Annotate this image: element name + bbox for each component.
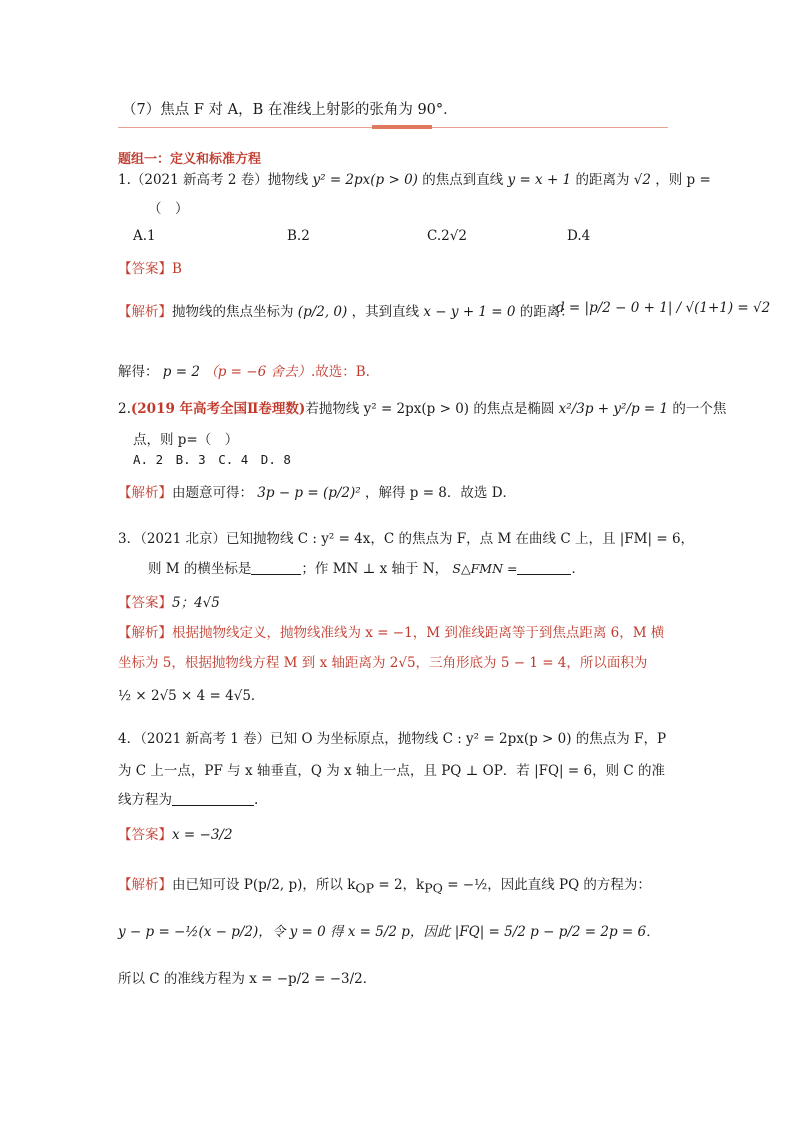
q1-analysis-line: x − y + 1 = 0 bbox=[423, 304, 516, 320]
q4-sub-pq: PQ bbox=[424, 880, 443, 896]
q2-ellipse: x²/3p + y²/p = 1 bbox=[558, 401, 669, 417]
q4-analysis-text1a: 由已知可设 P(p/2, p)，所以 k bbox=[172, 877, 356, 893]
section-title: 题组一：定义和标准方程 bbox=[118, 152, 262, 167]
q1-solve-label: 解得： bbox=[118, 364, 159, 380]
q4-analysis-line3: 所以 C 的准线方程为 x = −p/2 = −3/2． bbox=[118, 971, 377, 987]
q3-stem-line2b: ；作 MN ⊥ x 轴于 N， bbox=[301, 561, 449, 577]
q3-blank-2[interactable] bbox=[517, 562, 571, 575]
q4-analysis-line1 bbox=[118, 873, 651, 896]
q3-analysis-label: 【解析】 bbox=[118, 625, 172, 641]
q3-stem-line2c: ． bbox=[571, 561, 585, 577]
q4-stem-line3 bbox=[118, 788, 258, 808]
q2-stem-text: 若抛物线 y² = 2px(p > 0) 的焦点是椭圆 bbox=[305, 401, 555, 417]
q2-options: A. 2 B. 3 C. 4 D. 8 bbox=[133, 452, 291, 467]
q1-option-a: A.1 bbox=[133, 228, 156, 244]
q3-analysis-line2: 坐标为 5，根据抛物线方程 M 到 x 轴距离为 2√5，三角形底为 5 − 1 = 4，所以面积为 bbox=[118, 655, 648, 671]
q1-option-b: B.2 bbox=[287, 228, 310, 244]
q3-stem-line2a: 则 M 的横坐标是 bbox=[148, 561, 252, 577]
header-rule-accent bbox=[372, 125, 432, 129]
property-text: （7）焦点 F 对 A，B 在准线上射影的张角为 90°． bbox=[122, 102, 458, 118]
q4-analysis-line2: y − p = −½(x − p/2)，令 y = 0 得 x = 5/2 p，因此 |FQ| = 5/2 p − p/2 = 2p = 6． bbox=[118, 924, 660, 940]
q4-stem-line1: 4．（2021 新高考 1 卷）已知 O 为坐标原点，抛物线 C : y² = 2px(p > 0) 的焦点为 F，P bbox=[118, 731, 667, 747]
q4-blank[interactable] bbox=[172, 793, 254, 806]
q1-stem-mid: 的焦点到直线 bbox=[422, 172, 504, 188]
q1-analysis bbox=[118, 300, 574, 320]
q2-equation: 3p − p = (p/2)² bbox=[257, 485, 361, 501]
q1-answer-value: B bbox=[172, 261, 182, 277]
q4-stem-line3a: 线方程为 bbox=[118, 792, 172, 808]
q2-stem-line2: 点，则 p=（ ） bbox=[133, 432, 239, 448]
q4-analysis-label: 【解析】 bbox=[118, 877, 172, 893]
q1-answer-label: 【答案】 bbox=[118, 261, 172, 277]
q2-source: (2019 年高考全国Ⅱ卷理数) bbox=[130, 401, 306, 417]
q1-analysis-text: 抛物线的焦点坐标为 bbox=[172, 304, 294, 320]
q2-analysis bbox=[118, 481, 516, 501]
q4-stem-line3b: . bbox=[254, 792, 259, 808]
q1-analysis-text2: ，其到直线 bbox=[351, 304, 420, 320]
q1-paren: （ ） bbox=[148, 201, 189, 217]
q1-stem bbox=[118, 168, 711, 188]
q1-solve-note: （p = −6 舍去） bbox=[204, 364, 311, 380]
q1-stem-prefix: 1.（2021 新高考 2 卷）抛物线 bbox=[118, 172, 309, 188]
q2-stem-prefix: 2. bbox=[118, 401, 131, 417]
q4-analysis-text1b: = 2，k bbox=[374, 877, 425, 893]
q1-solve bbox=[118, 360, 370, 380]
q1-line: y = x + 1 bbox=[507, 172, 572, 188]
q1-analysis-label: 【解析】 bbox=[118, 304, 172, 320]
q3-area-symbol: S△FMN = bbox=[452, 561, 518, 576]
q1-solve-end: .故选：B. bbox=[310, 364, 370, 380]
q1-analysis-text3: 的距离： bbox=[519, 304, 574, 320]
q3-answer-label: 【答案】 bbox=[118, 595, 172, 611]
q3-analysis-line3: ½ × 2√5 × 4 = 4√5． bbox=[118, 688, 265, 704]
q1-stem-suffix: ，则 p = bbox=[655, 172, 711, 188]
q2-analysis-text: 由题意可得： bbox=[172, 485, 253, 501]
q1-answer bbox=[118, 257, 182, 277]
q1-distance-formula: d = |p/2 − 0 + 1| / √(1+1) = √2 bbox=[556, 300, 771, 316]
q3-answer-value: 5；4√5 bbox=[172, 595, 220, 611]
q2-analysis-end: ，解得 p = 8．故选 D． bbox=[364, 485, 517, 501]
q3-answer bbox=[118, 591, 220, 611]
q1-equation: y² = 2px(p > 0) bbox=[312, 172, 418, 188]
q2-stem bbox=[118, 397, 726, 417]
q3-blank-1[interactable] bbox=[251, 562, 301, 575]
q1-focus: (p/2, 0) bbox=[297, 304, 348, 320]
q1-option-d: D.4 bbox=[567, 228, 591, 244]
q4-answer-label: 【答案】 bbox=[118, 827, 172, 843]
q1-solve-text: p = 2 bbox=[162, 364, 200, 380]
q4-analysis-text1c: = −½，因此直线 PQ 的方程为： bbox=[442, 877, 651, 893]
q2-analysis-label: 【解析】 bbox=[118, 485, 172, 501]
q3-stem-line2 bbox=[148, 557, 585, 577]
q1-dist: √2 bbox=[633, 172, 651, 188]
q4-answer-value: x = −3/2 bbox=[172, 827, 233, 843]
q3-stem: 3．（2021 北京）已知抛物线 C : y² = 4x，C 的焦点为 F，点 M 在曲线 C 上，且 |FM| = 6， bbox=[118, 531, 695, 547]
q2-stem-end: 的一个焦 bbox=[672, 401, 727, 417]
q4-sub-op: OP bbox=[355, 880, 375, 896]
q4-answer bbox=[118, 823, 233, 843]
q3-analysis-text1: 根据抛物线定义，抛物线准线为 x = −1，M 到准线距离等于到焦点距离 6，M 横 bbox=[172, 625, 665, 641]
q1-option-c: C.2√2 bbox=[427, 228, 467, 244]
q4-stem-line2: 为 C 上一点，PF 与 x 轴垂直，Q 为 x 轴上一点，且 PQ ⊥ OP．若 |FQ| = 6，则 C 的准 bbox=[118, 763, 665, 779]
property-line bbox=[122, 98, 458, 119]
q1-stem-mid2: 的距离为 bbox=[575, 172, 630, 188]
q3-analysis-line1 bbox=[118, 621, 664, 641]
